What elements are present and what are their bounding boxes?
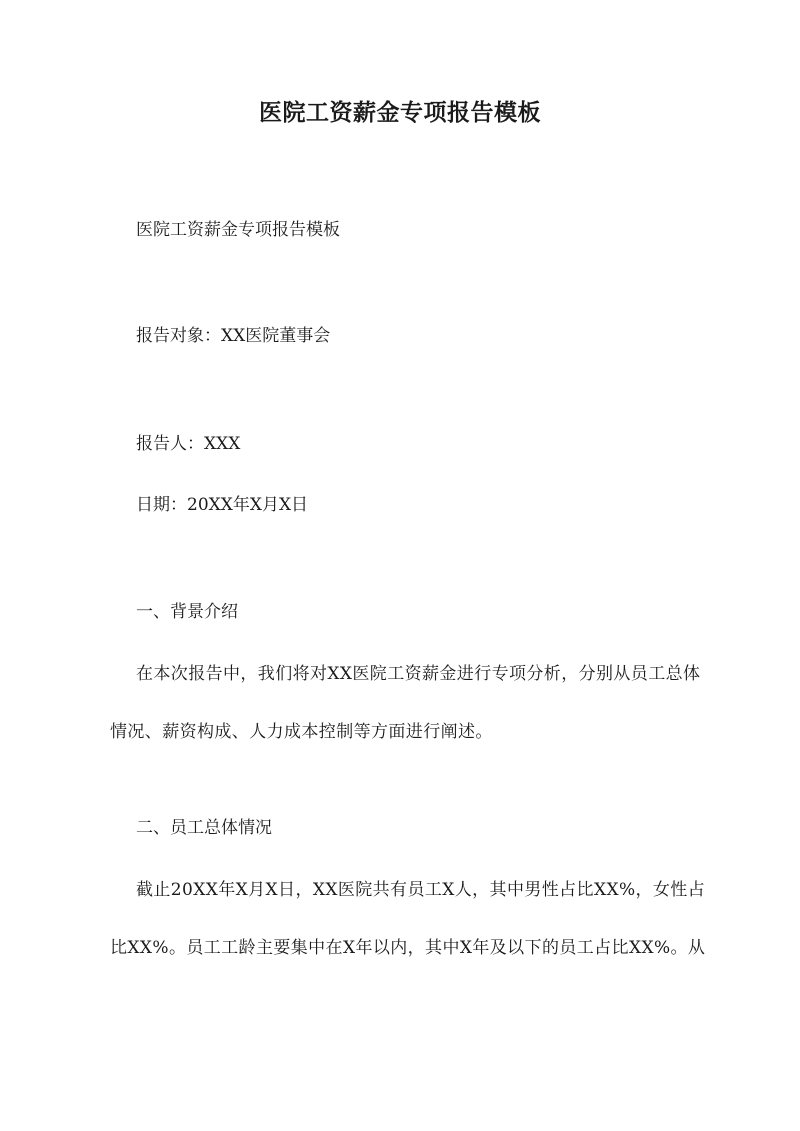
section-heading-background: 一、背景介绍 xyxy=(136,602,238,622)
section-body-staff-overview: 截止20XX年X月X日，XX医院共有员工X人，其中男性占比XX%，女性占比XX%。员工工龄主要集中在X年以内，其中X年及以下的员工占比XX%。从 xyxy=(110,880,706,958)
report-author: 报告人：XXX xyxy=(136,434,241,454)
document-title: 医院工资薪金专项报告模板 xyxy=(259,99,541,126)
section-heading-staff-overview: 二、员工总体情况 xyxy=(136,818,272,838)
report-date: 日期：20XX年X月X日 xyxy=(136,495,309,515)
report-recipient: 报告对象：XX医院董事会 xyxy=(136,326,331,346)
document-subtitle: 医院工资薪金专项报告模板 xyxy=(136,220,340,240)
section-body-background: 在本次报告中，我们将对XX医院工资薪金进行专项分析，分别从员工总体情况、薪资构成、人力成本控制等方面进行阐述。 xyxy=(110,664,701,742)
